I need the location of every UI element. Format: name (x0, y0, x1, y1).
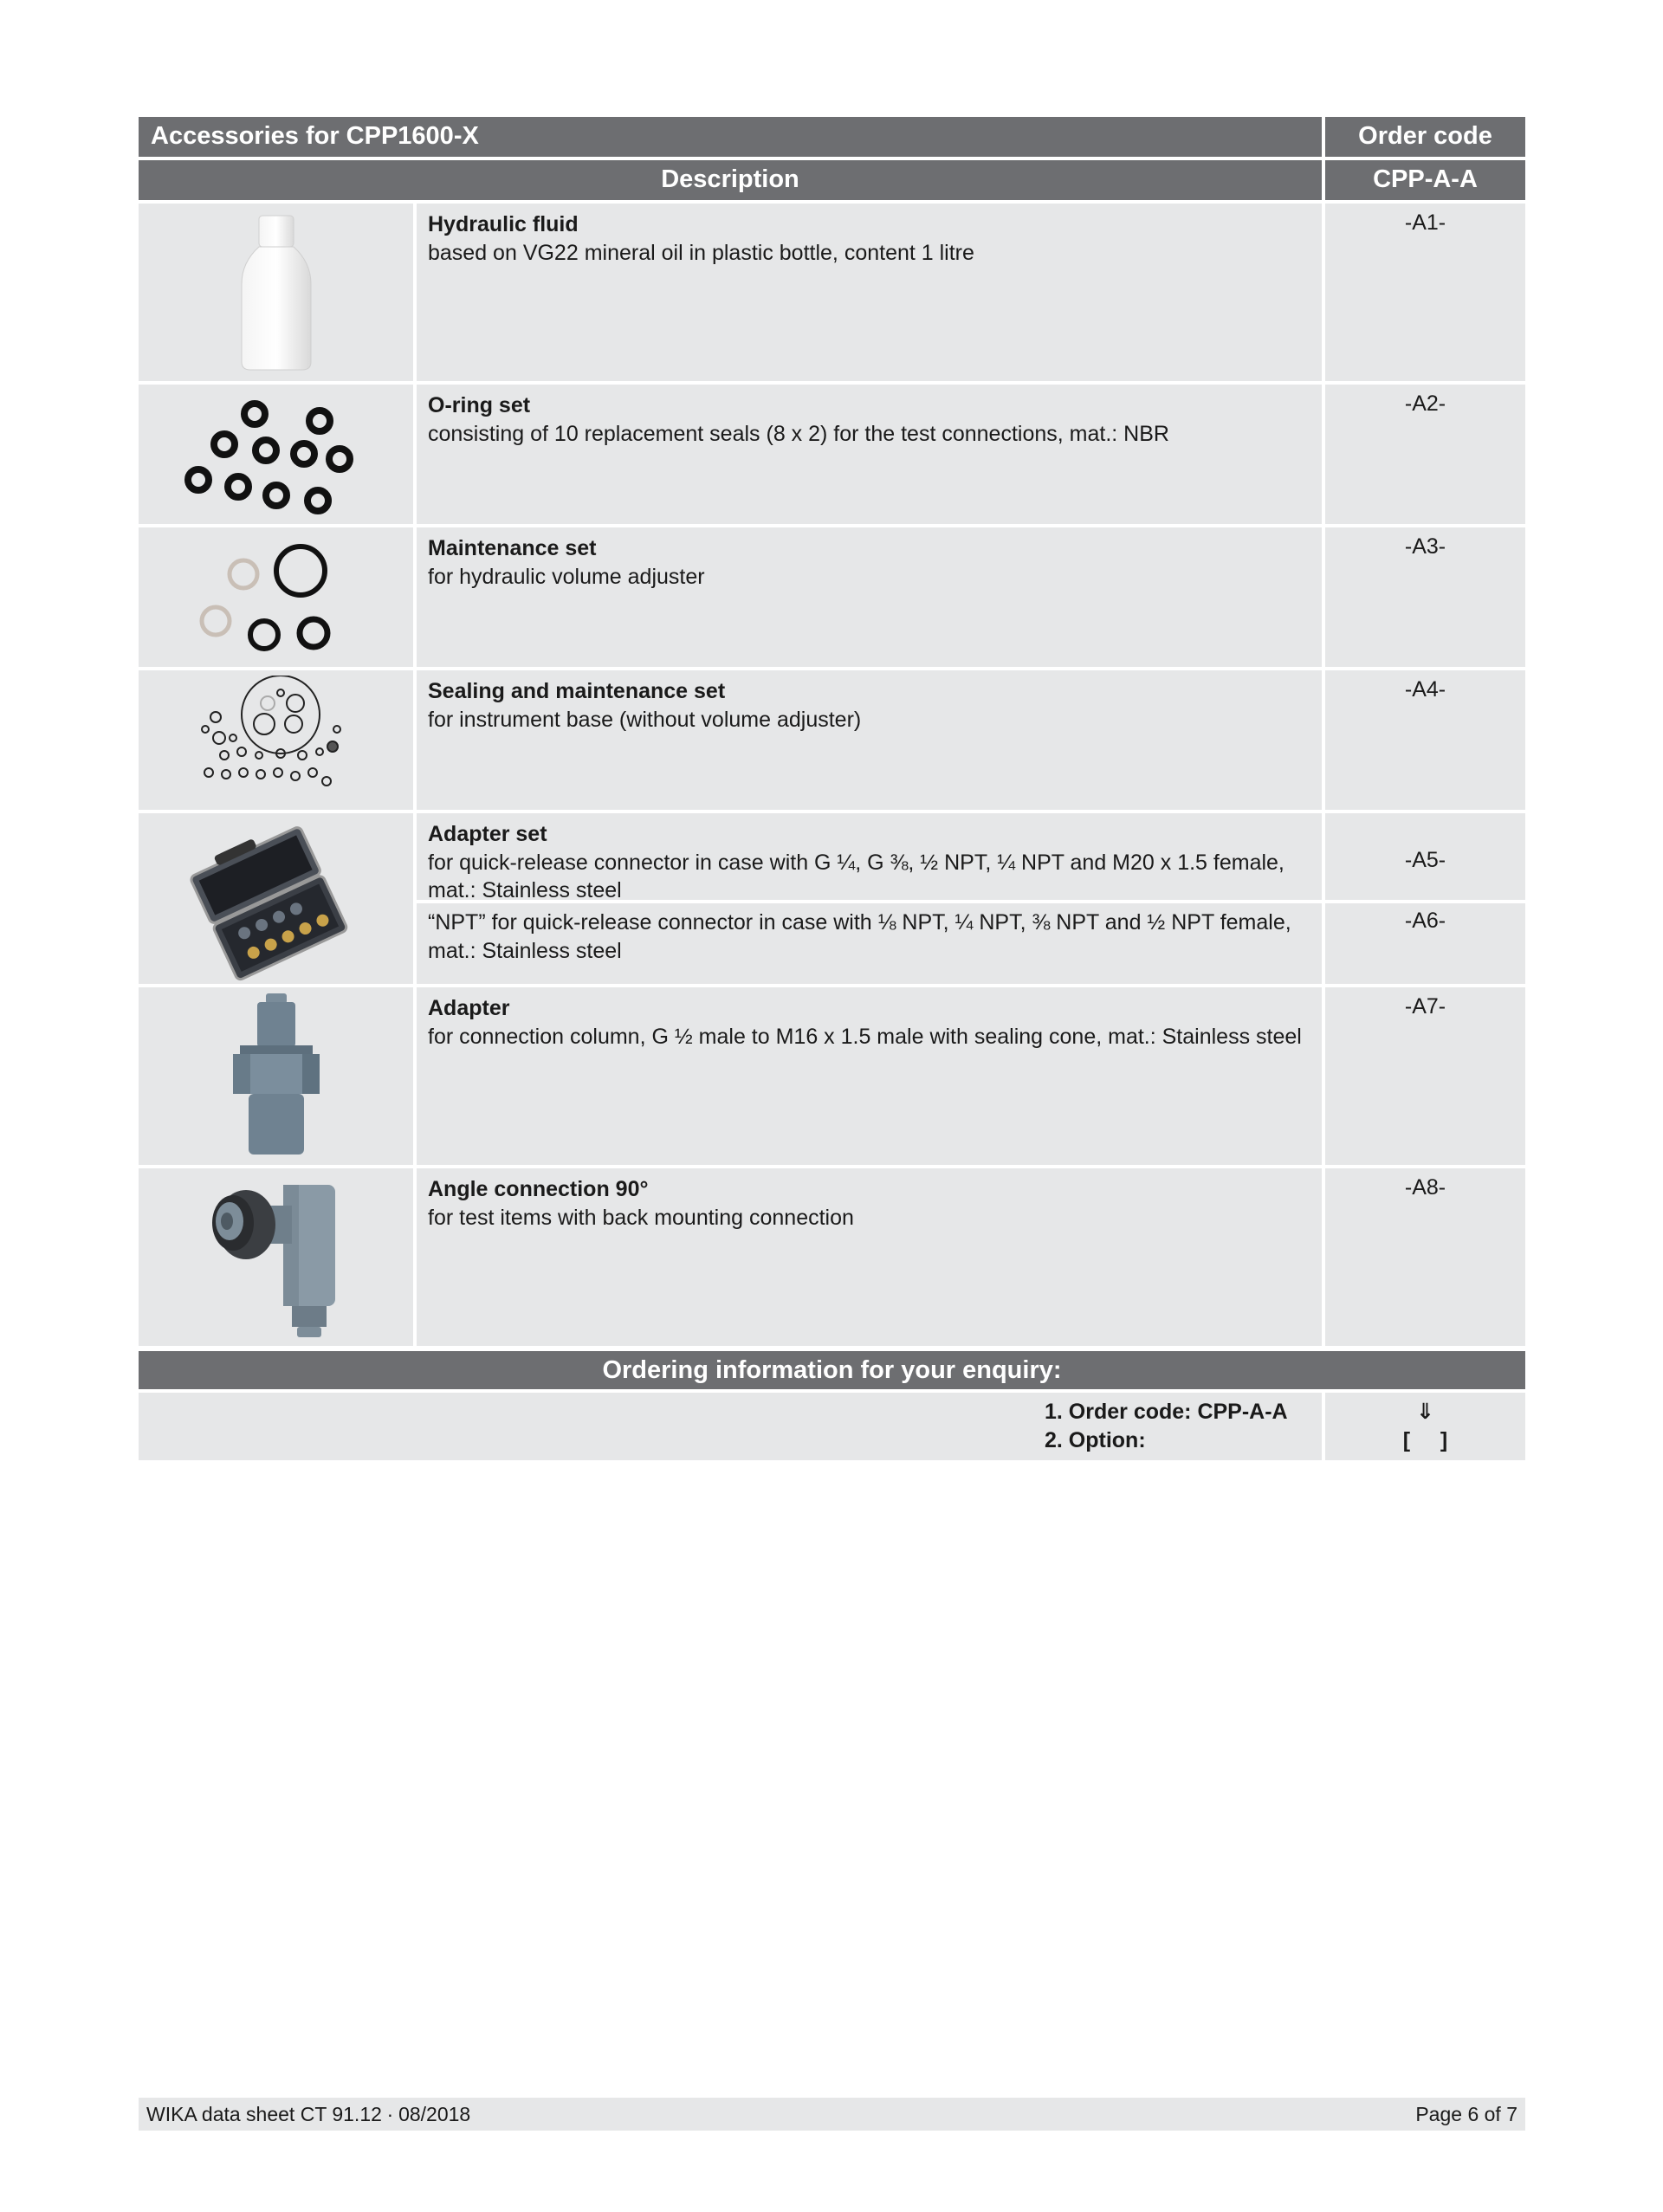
order-code-cell: -A3- (1325, 527, 1525, 667)
footer-bar (139, 2098, 1525, 2131)
image-cell (139, 527, 413, 667)
image-cell (139, 385, 413, 524)
description-header: Description (139, 160, 1322, 200)
order-code-cell: -A7- (1325, 987, 1525, 1165)
order-code-cell: -A2- (1325, 385, 1525, 524)
ordering-header: Ordering information for your enquiry: (139, 1351, 1525, 1389)
item-text: for hydraulic volume adjuster (428, 564, 705, 589)
description-cell (417, 903, 1322, 984)
image-cell (139, 1168, 413, 1346)
order-code-cell: -A6- (1325, 903, 1525, 984)
adapter-icon (216, 990, 337, 1163)
order-code-cell: -A1- (1325, 204, 1525, 381)
image-cell (139, 204, 413, 381)
image-cell (139, 987, 413, 1165)
description-cell (417, 385, 1322, 524)
down-arrow-icon: ⇓ (1416, 1400, 1434, 1424)
description-cell (417, 527, 1322, 667)
table-title: Accessories for CPP1600-X (139, 117, 1322, 157)
item-text: “NPT” for quick-release connector in case with ⅛ NPT, ¼ NPT, ⅜ NPT and ½ NPT female, mat.: Stainless steel (428, 910, 1291, 963)
description-cell (417, 813, 1322, 900)
order-code-cell: -A8- (1325, 1168, 1525, 1346)
footer-left: WIKA data sheet CT 91.12 ∙ 08/2018 (146, 2103, 471, 2125)
item-text: for quick-release connector in case with G ¼, G ⅜, ½ NPT, ¼ NPT and M20 x 1.5 female, mat.: Stainless steel (428, 850, 1284, 902)
item-title: Angle connection 90° (428, 1177, 649, 1201)
item-text: for connection column, G ½ male to M16 x 1.5 male with sealing cone, mat.: Stainless steel (428, 1024, 1302, 1049)
code-prefix-header: CPP-A-A (1325, 160, 1525, 200)
item-title: Maintenance set (428, 536, 597, 560)
option-line: 2. Option: (1045, 1428, 1146, 1452)
ordering-labels-cell (139, 1393, 1322, 1460)
description-cell (417, 1168, 1322, 1346)
plastic-bottle-icon (233, 210, 320, 375)
order-code-line: 1. Order code: CPP-A-A (1045, 1400, 1288, 1424)
angle-connection-icon (198, 1171, 354, 1344)
image-cell (139, 813, 413, 984)
item-title: Hydraulic fluid (428, 212, 579, 236)
order-code-cell: -A4- (1325, 670, 1525, 810)
item-title: Adapter (428, 996, 510, 1020)
description-cell (417, 670, 1322, 810)
item-text: consisting of 10 replacement seals (8 x 2) for the test connections, mat.: NBR (428, 421, 1169, 446)
maintenance-set-icon (198, 533, 354, 663)
sealing-set-icon (198, 676, 354, 805)
o-ring-set-icon (181, 390, 372, 520)
item-text: for instrument base (without volume adjuster) (428, 707, 862, 732)
order-code-header: Order code (1325, 117, 1525, 157)
order-code-cell: -A5- (1325, 813, 1525, 900)
item-text: for test items with back mounting connection (428, 1205, 854, 1230)
item-title: Sealing and maintenance set (428, 679, 726, 703)
page-number: Page 6 of 7 (1415, 2103, 1517, 2125)
description-cell (417, 987, 1322, 1165)
item-text: based on VG22 mineral oil in plastic bottle, content 1 litre (428, 240, 974, 265)
option-field[interactable]: [ ] (1402, 1428, 1448, 1452)
item-title: Adapter set (428, 822, 547, 846)
image-cell (139, 670, 413, 810)
description-cell (417, 204, 1322, 381)
adapter-case-icon (190, 817, 363, 981)
ordering-values-cell (1325, 1393, 1525, 1460)
item-title: O-ring set (428, 393, 531, 417)
